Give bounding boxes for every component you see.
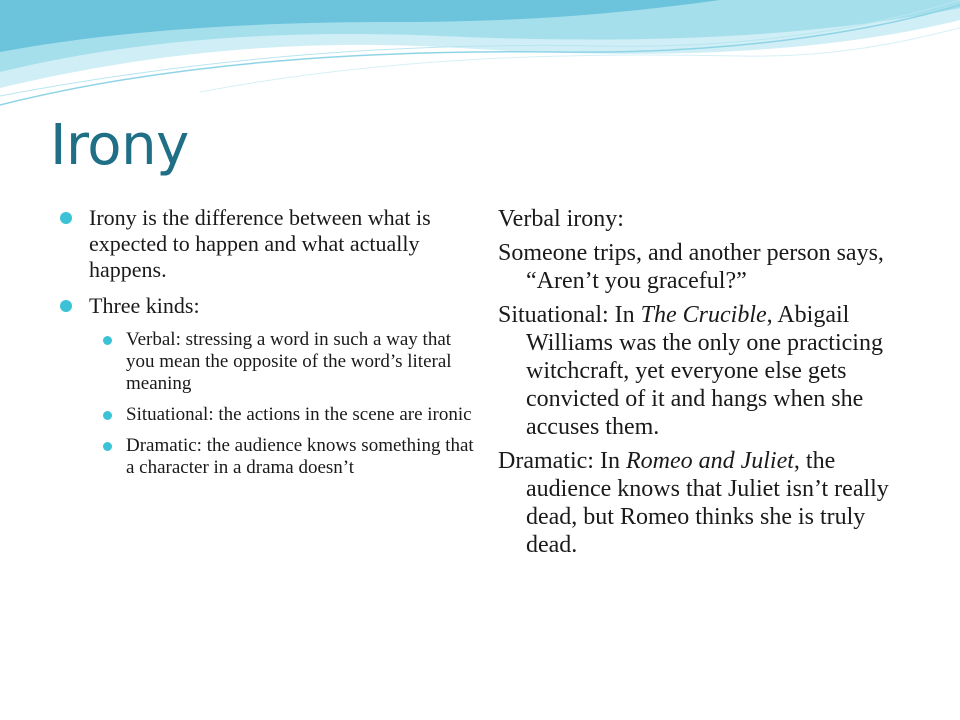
dramatic-suffix: , the audience knows that Juliet isn’t really dead, but Romeo thinks she is truly dead. [526, 448, 889, 558]
bullet-dot-icon [60, 300, 72, 312]
dramatic-prefix: Dramatic: In [498, 448, 626, 474]
right-column [498, 205, 918, 565]
sub-bullet-situational [60, 404, 480, 426]
bullet-definition [60, 205, 480, 283]
sub-bullet-dramatic [60, 435, 480, 479]
bullet-dot-icon [60, 212, 72, 224]
sub-bullet-dot-icon [103, 336, 112, 345]
slide-title: Irony [50, 113, 189, 178]
sub-bullet-dot-icon [103, 411, 112, 420]
paragraph-verbal-example: Someone trips, and another person says, “Aren’t you graceful?” [498, 240, 884, 294]
situational-work-title: The Crucible [640, 302, 767, 328]
dramatic-work-title: Romeo and Juliet [625, 448, 794, 474]
sub-bullet-text: Situational: the actions in the scene are ironic [126, 404, 472, 425]
sub-bullet-verbal [60, 329, 480, 395]
bullet-text: Irony is the difference between what is expected to happen and what actually happens. [89, 205, 431, 282]
decorative-wave-header [0, 0, 960, 120]
sub-bullet-text: Dramatic: the audience knows something that a character in a drama doesn’t [126, 435, 474, 478]
bullet-text: Three kinds: [89, 293, 200, 318]
situational-prefix: Situational: In [498, 302, 641, 328]
paragraph-verbal-heading: Verbal irony: [498, 206, 624, 232]
bullet-three-kinds [60, 293, 480, 319]
situational-suffix: , Abigail Williams was the only one practicing witchcraft, yet everyone else gets convicted of it and hangs when she accuses them. [526, 302, 883, 440]
sub-bullet-text: Verbal: stressing a word in such a way that you mean the opposite of the word’s literal meaning [126, 329, 452, 394]
paragraph-dramatic-example [498, 447, 918, 559]
paragraph-situational-example [498, 301, 918, 441]
sub-bullet-dot-icon [103, 442, 112, 451]
left-column [60, 205, 480, 488]
